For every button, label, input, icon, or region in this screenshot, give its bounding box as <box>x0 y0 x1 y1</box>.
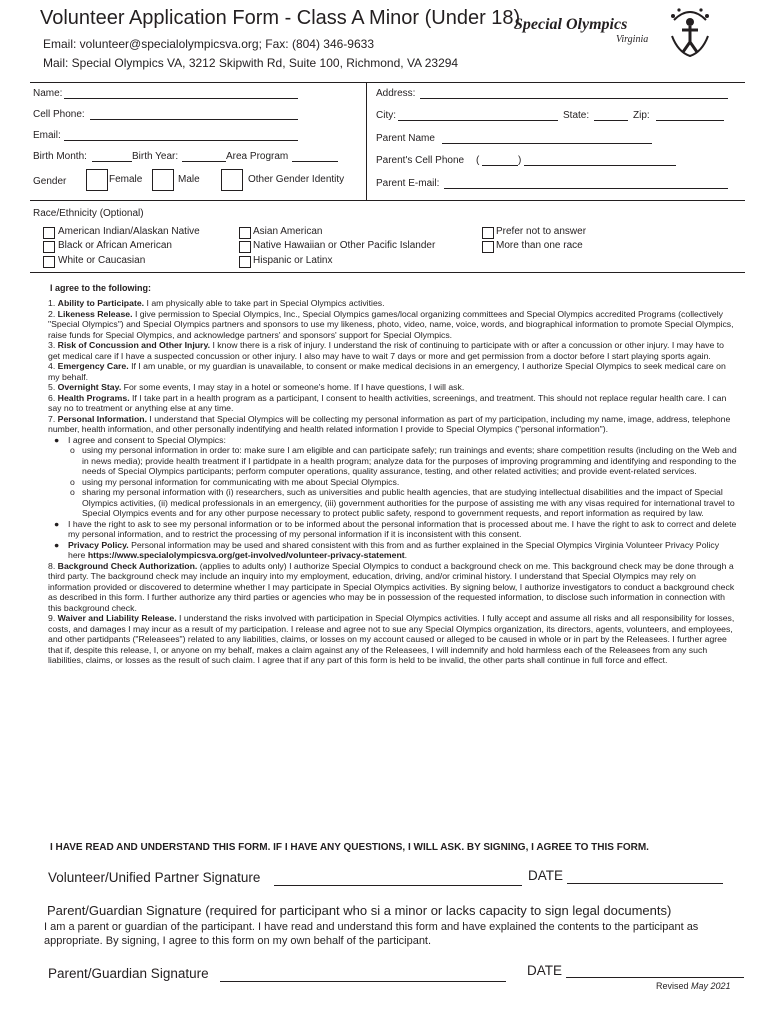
city-field[interactable] <box>398 120 558 121</box>
race-option-label: American Indian/Alaskan Native <box>58 226 200 237</box>
guardian-date-field[interactable] <box>566 977 744 978</box>
email-field[interactable] <box>64 140 298 141</box>
revised-date: May 2021 <box>691 981 731 991</box>
race-option-checkbox[interactable] <box>43 227 55 239</box>
section-divider <box>30 82 745 83</box>
agreement-bullet <box>48 519 738 540</box>
circle-bullet-icon: o <box>70 445 75 455</box>
volunteer-signature-label: Volunteer/Unified Partner Signature <box>48 870 261 885</box>
agreement-bullet <box>48 540 738 561</box>
birth-month-label: Birth Month: <box>33 151 87 162</box>
logo-name: Special Olympics <box>514 16 628 33</box>
item-number: 4. <box>48 361 58 371</box>
item-text: I am physically able to take part in Special Olympics activities. <box>144 298 385 308</box>
item-number: 2. <box>48 308 58 319</box>
item-title: Risk of Concussion and Other Injury. <box>57 340 211 350</box>
item-title: Personal Information. <box>57 413 147 424</box>
privacy-policy-link[interactable]: https://www.specialolympicsva.org/get-involved/volunteer-privacy-statement <box>87 550 405 560</box>
special-olympics-emblem-icon <box>668 6 712 62</box>
agreement-sub-bullet <box>48 445 738 477</box>
parent-name-field[interactable] <box>442 143 652 144</box>
item-title: Ability to Participate. <box>57 298 145 308</box>
email-label: Email: <box>33 130 61 141</box>
race-option-label: Black or African American <box>58 240 172 251</box>
race-option-checkbox[interactable] <box>43 256 55 268</box>
item-number: 9. <box>48 613 58 623</box>
race-option-checkbox[interactable] <box>239 227 251 239</box>
bullet-text: I agree and consent to Special Olympics: <box>68 434 226 445</box>
race-option-checkbox[interactable] <box>239 256 251 268</box>
item-number: 6. <box>48 392 58 403</box>
birth-year-label: Birth Year: <box>132 151 179 162</box>
volunteer-signature-field[interactable] <box>274 885 522 886</box>
parent-cell-area-code-field[interactable] <box>482 165 518 166</box>
birth-month-field[interactable] <box>92 161 132 162</box>
item-title: Likeness Release. <box>57 308 133 319</box>
name-label: Name: <box>33 88 63 99</box>
address-label: Address: <box>376 88 416 99</box>
item-text: I give permission to Special Olympics, Inc., Special Olympics games/local organizing committees and Special Olympics accredited Programs (collectively "Special Olympics") and Special Olympics partners and sponsors to use my likeness, photo, video, name, voice, words, and biographical information to promote Special Olympics, raise funds for Special Olympics, and acknowledge partners' and sponsors' support for Special Olympics. <box>48 308 734 340</box>
race-option-checkbox[interactable] <box>239 241 251 253</box>
contact-email-fax: Email: volunteer@specialolympicsva.org; Fax: (804) 346-9633 <box>43 37 375 51</box>
address-field[interactable] <box>420 98 728 99</box>
revision-note <box>656 981 731 991</box>
zip-label: Zip: <box>633 110 650 121</box>
item-number: 7. <box>48 413 58 424</box>
agreement-item-1 <box>48 298 738 309</box>
name-field[interactable] <box>64 98 298 99</box>
race-option-checkbox[interactable] <box>482 227 494 239</box>
cell-phone-label: Cell Phone: <box>33 109 85 120</box>
race-option-label: Hispanic or Latinx <box>253 255 333 266</box>
form-title: Volunteer Application Form - Class A Minor (Under 18) <box>40 7 521 29</box>
gender-other-checkbox[interactable] <box>221 169 243 191</box>
section-divider <box>30 272 745 273</box>
item-number: 3. <box>48 340 58 350</box>
item-text: If I take part in a health program as a participant, I consent to health activities, screenings, and treatment. This should not replace regular health care. I can say no to treatment or anything else at any time. <box>48 392 727 413</box>
parent-cell-close-paren: ) <box>518 155 522 166</box>
agreement-item-2 <box>48 309 738 341</box>
gender-female-label: Female <box>109 174 143 185</box>
agreement-item-4 <box>48 361 738 382</box>
agreement-item-6 <box>48 393 738 414</box>
gender-male-checkbox[interactable] <box>152 169 174 191</box>
item-title: Health Programs. <box>57 392 130 403</box>
item-title: Overnight Stay. <box>57 382 122 392</box>
bullet-icon: ● <box>54 518 60 529</box>
contact-mailing-address: Mail: Special Olympics VA, 3212 Skipwith Rd, Suite 100, Richmond, VA 23294 <box>43 56 459 70</box>
item-text: If I am unable, or my guardian is unavailable, to consent or make medical decisions in an emergency, I authorize Special Olympics to seek medical care on my behalf. <box>48 361 726 382</box>
race-option-label: White or Caucasian <box>58 255 146 266</box>
circle-bullet-icon: o <box>70 487 75 497</box>
item-number: 8. <box>48 560 58 571</box>
parent-email-label: Parent E-mail: <box>376 178 440 189</box>
volunteer-date-label: DATE <box>528 868 564 883</box>
circle-bullet-icon: o <box>70 476 75 487</box>
gender-female-checkbox[interactable] <box>86 169 108 191</box>
agreement-sub-bullet <box>48 477 738 488</box>
item-text: I understand the risks involved with participation in Special Olympics activities. I fully accept and assume all risks and all responsibility for losses, costs, and damages I may incur as a result of my participation. I release and agree not to sue any Special Olympics organization, its directors, agents, volunteers, and employees, and other partidpants ("Releasees") related to any liabilities, claims, or losses on my account caused or alleged to be caused in whole or in part by the Releasees. I further agree that if, despite this release, I, or anyone on my behalf, makes a claim against any of the Releasees, I will indemnify and hold harmless each of the Releasees from any such liabilities, claims, or losses as the result of such claim. I agree that if any part of this form is held to be invalid, the other parts shall continue in full force and effect. <box>48 613 735 665</box>
bullet-text: using my personal information in order to: make sure I am eligible and can participate safely; run trainings and events; share competition results (including on the Web and in news media); provide health treatment if I partidpate in a health program; analyze data for the purposes of improving programming and identifying and responding to the needs of Special Olympics participants; perform computer operations, quality assurance, testing, and other related activities; and provide event-related services. <box>82 445 737 476</box>
volunteer-date-field[interactable] <box>567 883 723 884</box>
bullet-text-end: . <box>404 550 408 560</box>
cell-phone-field[interactable] <box>90 119 298 120</box>
guardian-signature-label: Parent/Guardian Signature <box>48 966 209 981</box>
item-number: 5. <box>48 382 58 392</box>
agreement-item-7 <box>48 414 738 435</box>
section-divider <box>30 200 745 201</box>
parent-cell-open-paren: ( <box>476 155 480 166</box>
agreement-item-3 <box>48 340 738 361</box>
race-option-label: More than one race <box>496 240 583 251</box>
item-title: Emergency Care. <box>57 361 129 371</box>
race-option-checkbox[interactable] <box>43 241 55 253</box>
parent-email-field[interactable] <box>444 188 728 189</box>
agreement-bullet <box>48 435 738 446</box>
state-field[interactable] <box>594 120 628 121</box>
gender-male-label: Male <box>178 174 200 185</box>
item-title: Privacy Policy. <box>68 539 129 550</box>
logo-state: Virginia <box>616 34 649 45</box>
race-option-label: Native Hawaiian or Other Pacific Islander <box>253 240 436 251</box>
revised-label: Revised <box>656 981 689 991</box>
guardian-statement: I am a parent or guardian of the participant. I have read and understand this form and have explained the contents to the participant as appropriate. By signing, I agree to this form on my own behalf of the participant. <box>44 921 699 947</box>
area-program-label: Area Program <box>226 151 289 162</box>
gender-label: Gender <box>33 176 67 187</box>
read-and-agree-statement: I HAVE READ AND UNDERSTAND THIS FORM. IF I HAVE ANY QUESTIONS, I WILL ASK. BY SIGNING, I AGREE TO THIS FORM. <box>50 842 649 853</box>
column-divider <box>366 82 367 200</box>
agreement-sub-bullet <box>48 487 738 519</box>
item-text: I understand that Special Olympics will be collecting my personal information as part of my participation, including my name, image, address, telephone number, health information, and other personally indentifying and health related information I provide to Special Olympics ("personal information"). <box>48 413 731 434</box>
agreement-item-9 <box>48 613 738 666</box>
parent-cell-label: Parent's Cell Phone <box>376 155 465 166</box>
parent-name-label: Parent Name <box>376 133 435 144</box>
area-program-field[interactable] <box>292 161 338 162</box>
race-heading: Race/Ethnicity (Optional) <box>33 208 144 219</box>
item-number: 1. <box>48 298 58 308</box>
birth-year-field[interactable] <box>182 161 226 162</box>
item-title: Waiver and Liability Release. <box>57 613 177 623</box>
bullet-icon: ● <box>54 539 60 550</box>
item-text: (applies to adults only) I authorize Special Olympics to conduct a background check on me. This background check may be done through a third party. The background check may include an inquiry into my employment, education, driving, and/or criminal history. I understand that Special Olympics may rely on information provided or discovered to determine whether I may participate in Special Olympics activities. By signing below, I authorize investigators to conduct a background check as described in this form. I further authorize any third parties or agencies who may be in possession of the requested information, to disclose such information in connection with this background check. <box>48 560 735 613</box>
bullet-text: sharing my personal information with (i) researchers, such as universities and public health agencies, that are studying intellectual disabilities and the impact of Special Olympics activities, (ii) medical professionals in an emergency, (iii) government authorities for the purpose of assisting me with any visas required for international travel to Special Olympics events and for any other purpose necessary to protect public safety, respond to government requests, and report information as required by law. <box>82 487 735 518</box>
parent-cell-number-field[interactable] <box>524 165 676 166</box>
zip-field[interactable] <box>656 120 724 121</box>
guardian-date-label: DATE <box>527 963 563 978</box>
race-option-label: Asian American <box>253 226 323 237</box>
guardian-heading: Parent/Guardian Signature (required for participant who si a minor or lacks capacity to sign legal documents) <box>47 903 672 918</box>
item-title: Background Check Authorization. <box>57 560 198 571</box>
race-option-checkbox[interactable] <box>482 241 494 253</box>
agreement-terms <box>48 298 738 666</box>
city-label: City: <box>376 110 396 121</box>
guardian-signature-field[interactable] <box>220 981 506 982</box>
agreement-heading: I agree to the following: <box>50 283 151 293</box>
bullet-icon: ● <box>54 434 60 445</box>
race-option-label: Prefer not to answer <box>496 226 587 237</box>
gender-other-label: Other Gender Identity <box>248 174 345 185</box>
item-text: For some events, I may stay in a hotel or someone's home. If I have questions, I will ask. <box>121 382 465 392</box>
bullet-text: Personal information may be used and shared consistent with this from and as further explained in the Special Olympics Virginia Volunteer Privacy Policy here <box>68 539 720 560</box>
state-label: State: <box>563 110 590 121</box>
agreement-item-8 <box>48 561 738 614</box>
bullet-text: using my personal information for communicating with me about Special Olympics. <box>82 476 400 487</box>
special-olympics-logo <box>512 6 712 64</box>
bullet-text: I have the right to ask to see my personal information or to be informed about the personal information that is processed about me. I have the right to ask to correct and delete my personal information, and to restrict the processing of my personal information if it is inconsistent with this consent. <box>68 518 737 539</box>
item-text: I know there is a risk of injury. I understand the risk of continuing to participate with or after a concussion or other injury. I may have to get medical care if I have a suspected concussion or other injury. I also may have to wait 7 days or more and get permission from a doctor before I start playing sports again. <box>48 340 724 361</box>
agreement-item-5 <box>48 382 738 393</box>
